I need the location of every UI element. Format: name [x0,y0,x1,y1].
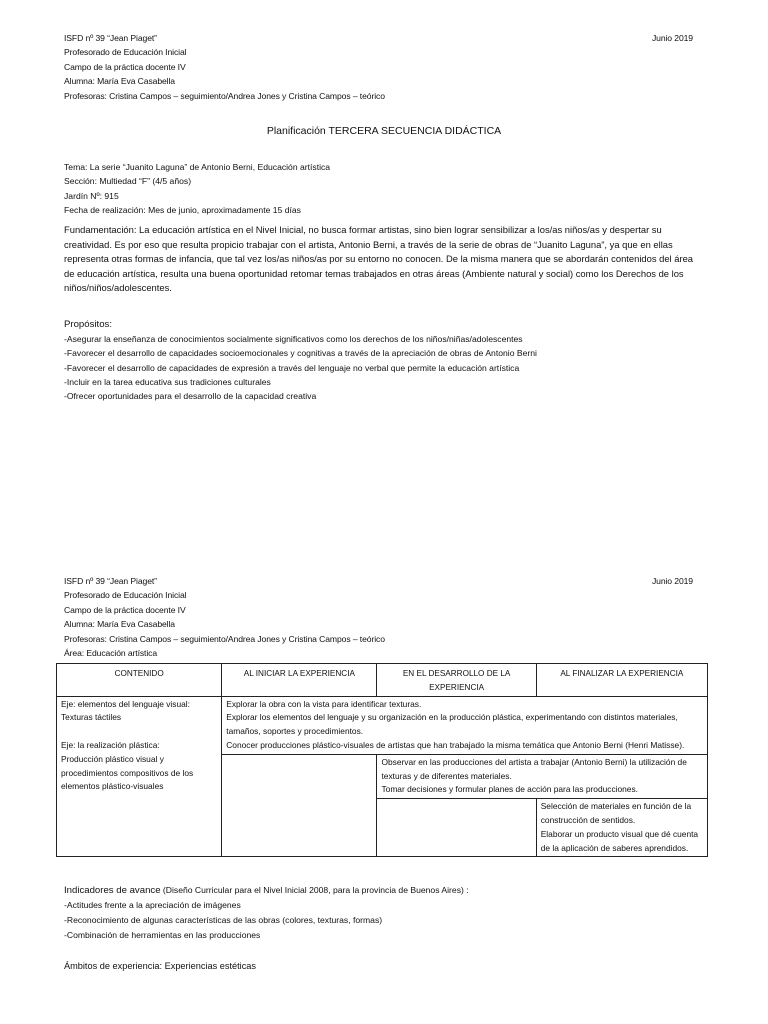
meta-fecha: Fecha de realización: Mes de junio, aproximadamente 15 días [64,205,301,216]
inicio-cell [222,696,708,754]
indicadores-heading: Indicadores de avance [64,885,161,896]
area-line: Área: Educación artística [64,648,158,659]
empty-cell [222,754,377,857]
propositos-block [64,318,537,403]
desarrollo-item: Tomar decisiones y formular planes de acción para las producciones. [381,784,638,795]
fundamentacion-paragraph: Fundamentación: La educación artística en el Nivel Inicial, no busca formar artistas, sino bien lograr sensibilizar a los/as niños/as y despertar su creatividad. Es por eso que resulta propicio trabajar con el artista, Antonio Berni, a través de la serie de obras de “Juanito Laguna”, ya que en ellas representa otras formas de infancia, que tal vez los/as niños/as por su entorno no conocen. De la misma manera que se abordarán contenidos del área de educación artística, resulta una buena oportunidad retomar temas trabajados en otras áreas (Ambiente natural y social) como los Derechos de los niños/niños/adolescentes. [64,224,694,294]
document-title: Planificación TERCERA SECUENCIA DIDÁCTICA [266,125,502,137]
indicador-item: -Combinación de herramientas en las producciones [64,930,261,940]
header-line: Profesoras: Cristina Campos – seguimiento/Andrea Jones y Cristina Campos – teórico [64,633,385,644]
column-header-contenido: CONTENIDO [57,664,222,697]
desarrollo-cell [377,754,708,798]
meta-seccion: Sección: Multiedad “F” (4/5 años) [64,176,192,187]
meta-jardin: Jardín Nº: 915 [64,190,119,201]
indicadores-title [64,883,469,898]
final-cell [536,799,707,857]
header-line: Profesorado de Educación Inicial [64,590,187,601]
inicio-item: Explorar la obra con la vista para identificar texturas. [226,698,422,709]
proposito-item: -Ofrecer oportunidades para el desarrollo de la capacidad creativa [64,391,317,402]
ambitos-line: Ámbitos de experiencia: Experiencias estéticas [64,961,257,971]
contenido-eje-1: Eje: elementos del lenguaje visual: [61,698,190,709]
contenido-eje-2: Eje: la realización plástica: [61,739,160,750]
inicio-item: Conocer producciones plástico-visuales de artistas que han trabajado la misma temática que Antonio Berni (Henri Matisse). [226,739,685,750]
propositos-heading: Propósitos: [64,319,112,330]
contenido-produccion: Producción plástico visual y procedimientos compositivos de los elementos plástico-visuales [61,753,194,792]
proposito-item: -Favorecer el desarrollo de capacidades de expresión a través del lenguaje no verbal que permite la educación artística [64,362,520,373]
indicadores-block [64,883,469,943]
header-line: ISFD nº 39 “Jean Piaget” [64,576,157,586]
header-line: Profesorado de Educación Inicial [64,47,187,58]
column-header-desarrollo: EN EL DESARROLLO DE LA EXPERIENCIA [377,664,536,697]
header-line: Alumna: María Eva Casabella [64,619,175,630]
header-line: Campo de la práctica docente IV [64,604,186,615]
proposito-item: -Incluir en la tarea educativa sus tradiciones culturales [64,376,271,387]
table-header-row [57,664,708,697]
column-header-inicio: AL INICIAR LA EXPERIENCIA [222,664,377,697]
proposito-item: -Asegurar la enseñanza de conocimientos socialmente significativos como los derechos de los niños/niñas/adolescentes [64,334,523,345]
planning-table [56,663,708,857]
header-block-1 [64,31,704,103]
header-date: Junio 2019 [651,33,693,43]
final-item: Elaborar un producto visual que dé cuenta de la aplicación de saberes aprendidos. [540,828,699,853]
final-item: Selección de materiales en función de la construcción de sentidos. [540,801,692,825]
indicador-item: -Actitudes frente a la apreciación de imágenes [64,900,241,910]
empty-cell [377,799,536,857]
indicador-item: -Reconocimiento de algunas características de las obras (colores, texturas, formas) [64,915,383,925]
header-line: Profesoras: Cristina Campos – seguimiento/Andrea Jones y Cristina Campos – teórico [64,90,385,101]
indicadores-source: (Diseño Curricular para el Nivel Inicial 2008, para la provincia de Buenos Aires) : [160,885,469,895]
contenido-texturas: Texturas táctiles [61,712,122,723]
meta-tema: Tema: La serie “Juanito Laguna” de Antonio Berni, Educación artística [64,162,331,172]
desarrollo-item: Observar en las producciones del artista a trabajar (Antonio Berni) la utilización de texturas y de diferentes materiales. [381,756,687,781]
inicio-item: Explorar los elementos del lenguaje y su organización en la producción plástica, experimentando con distintos materiales, tamaños, soportes y procedimientos. [226,712,678,737]
column-header-final: AL FINALIZAR LA EXPERIENCIA [536,664,707,697]
meta-block [64,160,330,218]
header-line: Alumna: María Eva Casabella [64,76,175,87]
table-row [57,696,708,754]
header-line: ISFD nº 39 “Jean Piaget” [64,33,157,43]
header-block-2 [64,574,704,660]
header-line: Campo de la práctica docente IV [64,61,186,72]
proposito-item: -Favorecer el desarrollo de capacidades socioemocionales y cognitivas a través de la apreciación de obras de Antonio Berni [64,348,537,359]
contenido-cell [57,696,222,857]
header-date: Junio 2019 [651,576,693,586]
